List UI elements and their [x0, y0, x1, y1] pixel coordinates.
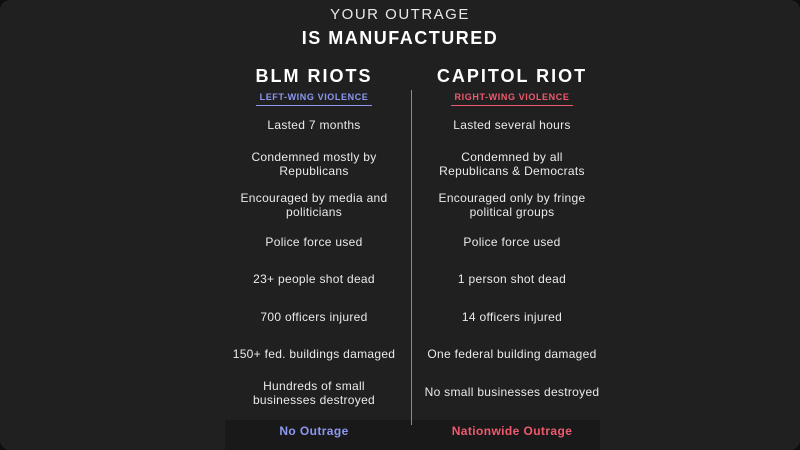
- right-row-encouraged-line-2: political groups: [469, 205, 555, 219]
- right-row-condemned-line-1: Condemned by all: [461, 150, 563, 164]
- right-column-header: [392, 65, 632, 106]
- right-row-shot: [392, 272, 632, 286]
- right-row-encouraged-line-1: Encouraged only by fringe: [438, 191, 586, 205]
- right-row-businesses-line-1: No small businesses destroyed: [424, 385, 600, 399]
- left-row-businesses-line-2: businesses destroyed: [252, 393, 376, 407]
- left-row-businesses-line-1: Hundreds of small: [263, 379, 365, 393]
- left-row-buildings-line-1: 150+ fed. buildings damaged: [232, 347, 396, 361]
- left-row-encouraged-line-2: politicians: [286, 205, 342, 219]
- right-row-police-line-1: Police force used: [463, 235, 561, 249]
- header-line-2: IS MANUFACTURED: [301, 28, 499, 48]
- header-line-1: YOUR OUTRAGE: [330, 6, 470, 23]
- left-row-duration-line-1: Lasted 7 months: [267, 118, 361, 132]
- column-divider: [411, 90, 412, 425]
- left-row-encouraged-line-1: Encouraged by media and: [240, 191, 388, 205]
- right-row-condemned: [392, 150, 632, 178]
- right-column-title: CAPITOL RIOT: [436, 66, 588, 86]
- slide-header: [0, 6, 800, 50]
- right-row-duration: [392, 118, 632, 132]
- right-row-buildings-line-1: One federal building damaged: [427, 347, 597, 361]
- right-row-condemned-line-2: Republicans & Democrats: [439, 164, 585, 178]
- left-row-condemned-line-1: Condemned mostly by: [251, 150, 377, 164]
- right-row-encouraged: [392, 191, 632, 219]
- right-row-businesses: [392, 385, 632, 399]
- right-row-buildings: [392, 347, 632, 361]
- right-footer: Nationwide Outrage: [451, 424, 573, 438]
- right-row-police: [392, 235, 632, 249]
- left-row-condemned-line-2: Republicans: [279, 164, 349, 178]
- left-column-subtitle: LEFT-WING VIOLENCE: [256, 91, 373, 106]
- left-footer: No Outrage: [279, 424, 349, 438]
- right-row-shot-line-1: 1 person shot dead: [457, 272, 567, 286]
- right-row-officers: [392, 310, 632, 324]
- left-row-police-line-1: Police force used: [265, 235, 363, 249]
- right-row-duration-line-1: Lasted several hours: [453, 118, 571, 132]
- left-row-officers-line-1: 700 officers injured: [260, 310, 368, 324]
- left-column-title: BLM RIOTS: [255, 66, 373, 86]
- right-row-officers-line-1: 14 officers injured: [461, 310, 563, 324]
- right-column-subtitle: RIGHT-WING VIOLENCE: [451, 91, 574, 106]
- left-row-shot-line-1: 23+ people shot dead: [253, 272, 375, 286]
